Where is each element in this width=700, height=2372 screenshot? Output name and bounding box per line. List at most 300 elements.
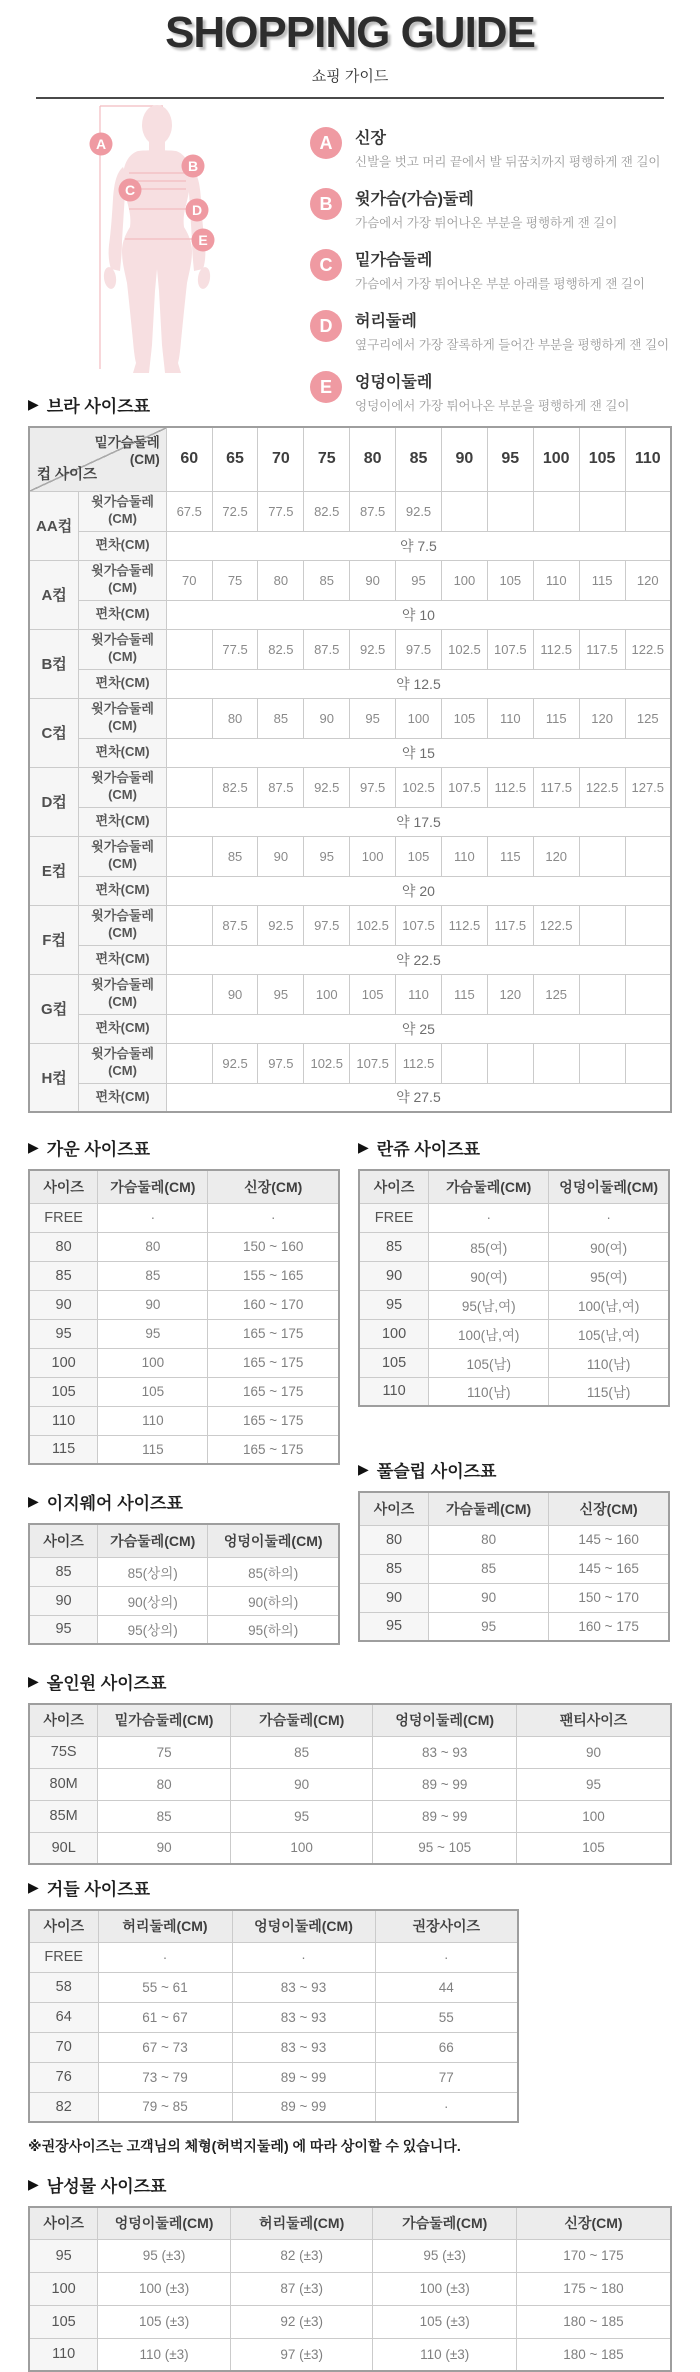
easywear-size-section [28, 1489, 340, 1645]
cup-size-label: AA컵 [29, 491, 79, 560]
row-size-label: FREE [29, 1942, 98, 1972]
mens-size-section [0, 2172, 700, 2372]
table-row [29, 2239, 671, 2272]
bust-value: 117.5 [579, 629, 625, 669]
bust-value: 102.5 [350, 905, 396, 945]
bust-value: 107.5 [487, 629, 533, 669]
gown-size-table [28, 1169, 340, 1465]
cell-value: 85 [98, 1261, 208, 1290]
bust-value: 117.5 [533, 767, 579, 807]
bust-value [579, 974, 625, 1014]
bra-corner-header [29, 427, 166, 491]
section-title-gown [28, 1135, 340, 1160]
cell-value: 95 [517, 1768, 672, 1800]
row-size-label: 95 [359, 1612, 429, 1641]
table-row [359, 1319, 669, 1348]
bust-row-label: 윗가슴둘레 (CM) [79, 698, 167, 738]
cup-size-label: F컵 [29, 905, 79, 974]
bust-value [625, 491, 671, 531]
band-size-header: 85 [396, 427, 442, 491]
cell-value: 145 ~ 165 [549, 1554, 669, 1583]
bust-value: 102.5 [441, 629, 487, 669]
cell-value: 77 [375, 2062, 518, 2092]
bust-value: 112.5 [487, 767, 533, 807]
bust-value [533, 1043, 579, 1083]
table-row [359, 1525, 669, 1554]
bra-deviation-row [29, 669, 671, 698]
band-size-header: 80 [350, 427, 396, 491]
column-header: 사이즈 [29, 1704, 98, 1736]
cell-value: 100 (±3) [373, 2272, 517, 2305]
band-size-header: 100 [533, 427, 579, 491]
bust-value: 100 [441, 560, 487, 600]
cup-size-label: G컵 [29, 974, 79, 1043]
cell-value: 73 ~ 79 [98, 2062, 232, 2092]
bust-row-label: 윗가슴둘레 (CM) [79, 905, 167, 945]
legend-text [355, 186, 617, 231]
cell-value: 165 ~ 175 [208, 1348, 339, 1377]
table-row [29, 2062, 518, 2092]
deviation-row-label: 편차(CM) [79, 738, 167, 767]
corner-label-cupsize: 컵 사이즈 [37, 466, 98, 483]
row-size-label: 105 [29, 1377, 98, 1406]
cell-value: · [549, 1203, 669, 1232]
bust-value [166, 905, 212, 945]
row-size-label: 90 [29, 1290, 98, 1319]
deviation-row-label: 편차(CM) [79, 1014, 167, 1043]
deviation-value: 약 22.5 [166, 945, 671, 974]
table-row [359, 1290, 669, 1319]
deviation-value: 약 17.5 [166, 807, 671, 836]
measure-title: 허리둘레 [355, 313, 417, 330]
table-row [29, 1435, 339, 1464]
bra-bust-row [29, 974, 671, 1014]
column-header: 엉덩이둘레(CM) [98, 2207, 231, 2239]
table-row [29, 2092, 518, 2122]
cell-value: 90(여) [429, 1261, 549, 1290]
measure-title: 신장 [355, 130, 386, 147]
bust-value: 105 [441, 698, 487, 738]
easywear-size-table [28, 1523, 340, 1645]
legend-text [355, 308, 669, 353]
row-size-label: 85 [29, 1261, 98, 1290]
bust-value: 97.5 [304, 905, 350, 945]
deviation-value: 약 7.5 [166, 531, 671, 560]
section-title-girdle [28, 1875, 700, 1900]
cell-value: · [429, 1203, 549, 1232]
column-header: 사이즈 [359, 1170, 429, 1203]
row-size-label: 100 [359, 1319, 429, 1348]
cell-value: 115 [98, 1435, 208, 1464]
deviation-value: 약 15 [166, 738, 671, 767]
bust-value: 90 [304, 698, 350, 738]
bust-value [441, 1043, 487, 1083]
section-arrow-icon: ▶ [28, 1139, 39, 1155]
measurement-legend [310, 125, 690, 414]
cell-value: · [375, 1942, 518, 1972]
cell-value: 55 ~ 61 [98, 1972, 232, 2002]
row-size-label: 95 [29, 1319, 98, 1348]
cell-value: 100(남,여) [549, 1290, 669, 1319]
cell-value: 61 ~ 67 [98, 2002, 232, 2032]
bust-value: 105 [396, 836, 442, 876]
cell-value: · [375, 2092, 518, 2122]
cell-value: 90 [98, 1832, 231, 1864]
cell-value: 110 (±3) [373, 2338, 517, 2371]
band-size-header: 75 [304, 427, 350, 491]
section-title-text: 브라 사이즈표 [46, 397, 151, 416]
section-title-mens [28, 2172, 700, 2197]
deviation-value: 약 12.5 [166, 669, 671, 698]
bust-value: 82.5 [258, 629, 304, 669]
cell-value: 85 [230, 1736, 373, 1768]
column-header: 팬티사이즈 [517, 1704, 672, 1736]
bust-value: 97.5 [350, 767, 396, 807]
section-title-text: 가운 사이즈표 [46, 1140, 151, 1159]
cell-value: 95 ~ 105 [373, 1832, 517, 1864]
cell-value: 95(상의) [98, 1615, 208, 1644]
bust-value [579, 836, 625, 876]
legend-item [310, 125, 690, 170]
bust-value: 90 [258, 836, 304, 876]
table-row [29, 2305, 671, 2338]
row-size-label: 58 [29, 1972, 98, 2002]
bust-value: 70 [166, 560, 212, 600]
table-row [29, 1736, 671, 1768]
bust-value [625, 836, 671, 876]
bust-value: 87.5 [350, 491, 396, 531]
section-title-text: 올인원 사이즈표 [46, 1674, 167, 1693]
section-arrow-icon: ▶ [28, 1879, 39, 1895]
girdle-note: ※권장사이즈는 고객님의 체형(허벅지둘레) 에 따라 상이할 수 있습니다. [28, 2138, 461, 2154]
cell-value: 160 ~ 170 [208, 1290, 339, 1319]
mens-size-table [28, 2206, 672, 2372]
bust-value: 95 [350, 698, 396, 738]
bust-value [166, 767, 212, 807]
bust-value: 87.5 [258, 767, 304, 807]
bust-value: 80 [212, 698, 258, 738]
column-header: 가슴둘레(CM) [373, 2207, 517, 2239]
bust-value: 115 [579, 560, 625, 600]
bust-value: 100 [396, 698, 442, 738]
table-row [29, 1942, 518, 1972]
cell-value: 95 [230, 1800, 373, 1832]
row-size-label: 95 [29, 1615, 98, 1644]
bust-value: 97.5 [396, 629, 442, 669]
measure-badge-icon: E [310, 371, 342, 403]
bust-value: 110 [487, 698, 533, 738]
legend-item [310, 369, 690, 414]
bust-value [166, 698, 212, 738]
bust-value: 85 [212, 836, 258, 876]
deviation-value: 약 25 [166, 1014, 671, 1043]
bust-row-label: 윗가슴둘레 (CM) [79, 974, 167, 1014]
cell-value: 90 [230, 1768, 373, 1800]
cup-size-label: E컵 [29, 836, 79, 905]
cell-value: 105 (±3) [373, 2305, 517, 2338]
cell-value: 95 [98, 1319, 208, 1348]
bust-value: 85 [258, 698, 304, 738]
table-row [359, 1261, 669, 1290]
corner-label-underbust: 밑가슴둘레 (CM) [94, 435, 160, 467]
bust-value: 122.5 [533, 905, 579, 945]
bra-deviation-row [29, 531, 671, 560]
bust-value: 95 [258, 974, 304, 1014]
gown-size-section [28, 1135, 340, 1465]
row-size-label: 105 [29, 2305, 98, 2338]
cell-value: 83 ~ 93 [232, 2032, 375, 2062]
column-header: 밑가슴둘레(CM) [98, 1704, 231, 1736]
section-title-text: 란쥬 사이즈표 [376, 1140, 481, 1159]
bust-value: 77.5 [258, 491, 304, 531]
measure-badge-icon: A [310, 127, 342, 159]
table-row [359, 1348, 669, 1377]
bra-bust-row [29, 629, 671, 669]
row-size-label: 80 [359, 1525, 429, 1554]
bust-value: 105 [350, 974, 396, 1014]
table-row [29, 2002, 518, 2032]
cell-value: · [208, 1203, 339, 1232]
bust-row-label: 윗가슴둘레 (CM) [79, 491, 167, 531]
legend-text [355, 247, 645, 292]
row-size-label: 110 [359, 1377, 429, 1406]
bust-value: 92.5 [258, 905, 304, 945]
cell-value: 85(상의) [98, 1557, 208, 1586]
cup-size-label: C컵 [29, 698, 79, 767]
cell-value: 115(남) [549, 1377, 669, 1406]
cell-value: 105 [98, 1377, 208, 1406]
bra-bust-row [29, 698, 671, 738]
bra-deviation-row [29, 945, 671, 974]
cell-value: 105 (±3) [98, 2305, 231, 2338]
row-size-label: 95 [29, 2239, 98, 2272]
cell-value: · [98, 1942, 232, 1972]
bra-deviation-row [29, 738, 671, 767]
column-header: 가슴둘레(CM) [98, 1524, 208, 1557]
svg-text:E: E [198, 232, 208, 248]
table-row [359, 1203, 669, 1232]
row-size-label: 90L [29, 1832, 98, 1864]
column-header: 엉덩이둘레(CM) [208, 1524, 339, 1557]
cell-value: 105(남) [429, 1348, 549, 1377]
bust-value: 100 [350, 836, 396, 876]
deviation-row-label: 편차(CM) [79, 1083, 167, 1112]
row-size-label: 85 [359, 1232, 429, 1261]
bust-row-label: 윗가슴둘레 (CM) [79, 560, 167, 600]
bust-value: 92.5 [350, 629, 396, 669]
column-header: 신장(CM) [549, 1492, 669, 1525]
bust-value: 67.5 [166, 491, 212, 531]
column-header: 사이즈 [29, 1910, 98, 1942]
bust-value: 80 [258, 560, 304, 600]
row-size-label: FREE [29, 1203, 98, 1232]
bust-value: 92.5 [396, 491, 442, 531]
table-row [29, 1261, 339, 1290]
row-size-label: 110 [29, 2338, 98, 2371]
cell-value: 83 ~ 93 [373, 1736, 517, 1768]
table-row [29, 2032, 518, 2062]
row-size-label: 110 [29, 1406, 98, 1435]
bra-deviation-row [29, 600, 671, 629]
row-size-label: 80 [29, 1232, 98, 1261]
table-row [29, 1232, 339, 1261]
column-header: 엉덩이둘레(CM) [549, 1170, 669, 1203]
table-row [29, 1557, 339, 1586]
bust-value: 75 [212, 560, 258, 600]
table-row [29, 1348, 339, 1377]
deviation-value: 약 20 [166, 876, 671, 905]
bust-row-label: 윗가슴둘레 (CM) [79, 836, 167, 876]
bust-value: 77.5 [212, 629, 258, 669]
band-size-header: 60 [166, 427, 212, 491]
cell-value: 80 [429, 1525, 549, 1554]
column-header: 가슴둘레(CM) [230, 1704, 373, 1736]
cell-value: 89 ~ 99 [373, 1768, 517, 1800]
bust-value [487, 1043, 533, 1083]
bra-deviation-row [29, 1083, 671, 1112]
table-row [29, 1319, 339, 1348]
deviation-value: 약 10 [166, 600, 671, 629]
bust-value [166, 1043, 212, 1083]
bust-value: 127.5 [625, 767, 671, 807]
cell-value: 85(하의) [208, 1557, 339, 1586]
cell-value: 89 ~ 99 [373, 1800, 517, 1832]
cell-value: 100 (±3) [98, 2272, 231, 2305]
svg-text:A: A [95, 136, 107, 152]
bust-value [579, 1043, 625, 1083]
ranju-size-section [358, 1135, 670, 1407]
legend-item [310, 308, 690, 353]
table-row [29, 1586, 339, 1615]
cup-size-label: A컵 [29, 560, 79, 629]
row-size-label: 100 [29, 1348, 98, 1377]
cell-value: 44 [375, 1972, 518, 2002]
bust-value: 90 [212, 974, 258, 1014]
bust-value: 122.5 [625, 629, 671, 669]
cell-value: 66 [375, 2032, 518, 2062]
bust-value: 102.5 [396, 767, 442, 807]
diagram-badge-b [182, 155, 205, 178]
row-size-label: 95 [359, 1290, 429, 1319]
bust-value [166, 629, 212, 669]
bra-deviation-row [29, 807, 671, 836]
row-size-label: 100 [29, 2272, 98, 2305]
cell-value: 83 ~ 93 [232, 1972, 375, 2002]
cell-value: 85(여) [429, 1232, 549, 1261]
cup-size-label: B컵 [29, 629, 79, 698]
column-header: 엉덩이둘레(CM) [373, 1704, 517, 1736]
cell-value: 180 ~ 185 [516, 2305, 671, 2338]
measure-desc: 신발을 벗고 머리 끝에서 발 뒤꿈치까지 평행하게 잰 길이 [355, 155, 661, 169]
bra-bust-row [29, 905, 671, 945]
cell-value: 150 ~ 160 [208, 1232, 339, 1261]
deviation-row-label: 편차(CM) [79, 669, 167, 698]
bust-value: 112.5 [396, 1043, 442, 1083]
section-arrow-icon: ▶ [28, 2176, 39, 2192]
measure-desc: 가슴에서 가장 튀어나온 부분을 평행하게 잰 길이 [355, 216, 618, 230]
bust-row-label: 윗가슴둘레 (CM) [79, 1043, 167, 1083]
row-size-label: 105 [359, 1348, 429, 1377]
deviation-row-label: 편차(CM) [79, 876, 167, 905]
bust-value: 110 [441, 836, 487, 876]
girdle-size-table [28, 1909, 519, 2123]
bust-value: 112.5 [533, 629, 579, 669]
bust-value: 85 [304, 560, 350, 600]
section-title-text: 거들 사이즈표 [46, 1880, 151, 1899]
cell-value: 110 [98, 1406, 208, 1435]
bust-value: 95 [304, 836, 350, 876]
section-arrow-icon: ▶ [358, 1461, 369, 1477]
measure-desc: 옆구리에서 가장 잘록하게 들어간 부분을 평행하게 잰 길이 [355, 338, 670, 352]
bust-value [579, 905, 625, 945]
bust-value [579, 491, 625, 531]
section-title-allinone [28, 1669, 700, 1694]
section-arrow-icon: ▶ [28, 1493, 39, 1509]
cell-value: 55 [375, 2002, 518, 2032]
bra-bust-row [29, 491, 671, 531]
cell-value: 85 [429, 1554, 549, 1583]
column-header: 허리둘레(CM) [230, 2207, 373, 2239]
page-title: SHOPPING GUIDE [165, 8, 535, 57]
cell-value: 105 [517, 1832, 672, 1864]
bust-value: 115 [441, 974, 487, 1014]
bra-size-table [28, 426, 672, 1113]
table-row [29, 1615, 339, 1644]
band-size-header: 65 [212, 427, 258, 491]
table-row [359, 1554, 669, 1583]
section-arrow-icon: ▶ [28, 396, 39, 412]
section-title-ranju [358, 1135, 670, 1160]
table-row [29, 1377, 339, 1406]
deviation-row-label: 편차(CM) [79, 945, 167, 974]
band-size-header: 95 [487, 427, 533, 491]
measure-badge-icon: C [310, 249, 342, 281]
section-title-fullslip [358, 1457, 670, 1482]
allinone-size-section [0, 1669, 700, 1865]
bust-value: 95 [396, 560, 442, 600]
cell-value: 95 (±3) [373, 2239, 517, 2272]
bust-value: 110 [396, 974, 442, 1014]
cell-value: 95(하의) [208, 1615, 339, 1644]
column-header: 사이즈 [29, 2207, 98, 2239]
cell-value: 110(남) [549, 1348, 669, 1377]
column-header: 사이즈 [359, 1492, 429, 1525]
column-header: 엉덩이둘레(CM) [232, 1910, 375, 1942]
section-arrow-icon: ▶ [28, 1673, 39, 1689]
measure-badge-icon: D [310, 310, 342, 342]
cell-value: · [232, 1942, 375, 1972]
section-title-easywear [28, 1489, 340, 1514]
bust-value [487, 491, 533, 531]
bust-value: 115 [487, 836, 533, 876]
cell-value: 165 ~ 175 [208, 1406, 339, 1435]
cell-value: 100 [517, 1800, 672, 1832]
column-header: 신장(CM) [208, 1170, 339, 1203]
allinone-size-table [28, 1703, 672, 1865]
row-size-label: 76 [29, 2062, 98, 2092]
legend-text [355, 369, 629, 414]
bust-value: 125 [625, 698, 671, 738]
bust-value: 82.5 [304, 491, 350, 531]
table-row [29, 2338, 671, 2371]
cell-value: 110(남) [429, 1377, 549, 1406]
table-row [29, 1832, 671, 1864]
column-header: 가슴둘레(CM) [429, 1492, 549, 1525]
band-size-header: 90 [441, 427, 487, 491]
bust-value: 92.5 [212, 1043, 258, 1083]
bust-value: 125 [533, 974, 579, 1014]
row-size-label: FREE [359, 1203, 429, 1232]
